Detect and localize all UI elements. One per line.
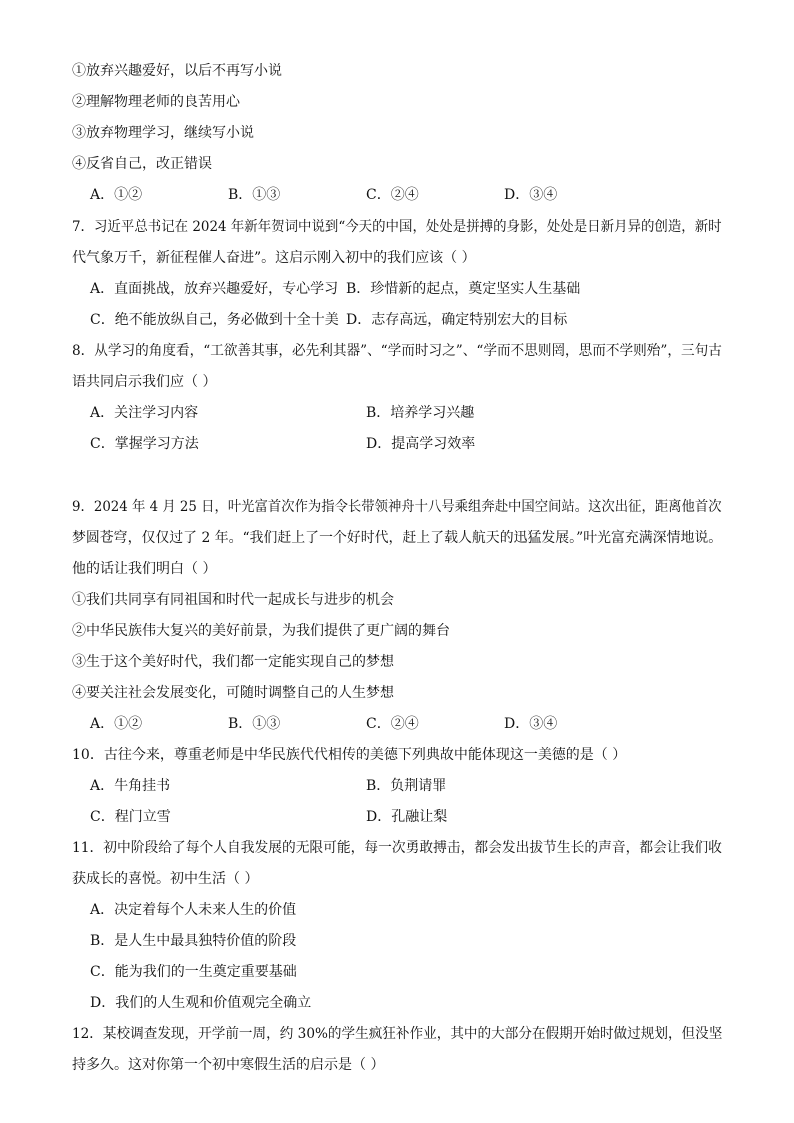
option-c: C．②④	[366, 187, 419, 203]
option-b: B．培养学习兴趣	[366, 405, 475, 421]
option-a: A．①②	[90, 716, 143, 732]
option-c: C．绝不能放纵自己，务必做到十全十美	[90, 312, 339, 328]
option-d: D．③④	[504, 716, 558, 732]
option-d: D．我们的人生观和价值观完全确立	[90, 995, 312, 1011]
option-c: C．能为我们的一生奠定重要基础	[90, 964, 297, 980]
statement-3: ③生于这个美好时代，我们都一定能实现自己的梦想	[72, 654, 394, 670]
option-a: A．决定着每个人未来人生的价值	[90, 902, 297, 918]
question-stem: 9．2024 年 4 月 25 日，叶光富首次作为指令长带领神舟十八号乘组奔赴中国空间站。这次出征，距离他首次	[72, 499, 722, 515]
option-b: B．是人生中最具独特价值的阶段	[90, 933, 297, 949]
question-stem: 8．从学习的角度看，“工欲善其事，必先利其器”、“学而时习之”、“学而不思则罔，思而不学则殆”，三句古	[72, 343, 722, 359]
question-stem-cont: 梦圆苍穹，仅仅过了 2 年。“我们赶上了一个好时代，赶上了载人航天的迅猛发展。”叶光富充满深情地说。	[72, 530, 723, 546]
option-d: D．志存高远，确定特别宏大的目标	[346, 312, 568, 328]
option-a: A．①②	[90, 187, 143, 203]
question-stem: 12．某校调查发现，开学前一周，约 30%的学生疯狂补作业，其中的大部分在假期开始时做过规划，但没坚	[72, 1026, 723, 1042]
question-stem: 11．初中阶段给了每个人自我发展的无限可能，每一次勇敢搏击，都会发出拔节生长的声音，都会让我们收	[72, 840, 722, 856]
statement-1: ①放弃兴趣爱好，以后不再写小说	[72, 63, 282, 79]
option-c: C．②④	[366, 716, 419, 732]
question-stem-cont: 获成长的喜悦。初中生活（ ）	[72, 871, 259, 887]
question-stem-cont: 语共同启示我们应（ ）	[72, 374, 217, 390]
question-stem: 10．古往今来，尊重老师是中华民族代代相传的美德下列典故中能体现这一美德的是（ ）	[72, 747, 627, 763]
statement-1: ①我们共同享有同祖国和时代一起成长与进步的机会	[72, 592, 394, 608]
option-a: A．直面挑战，放弃兴趣爱好，专心学习	[90, 281, 339, 297]
statement-4: ④要关注社会发展变化，可随时调整自己的人生梦想	[72, 685, 394, 701]
option-b: B．负荆请罪	[366, 778, 447, 794]
question-stem-cont: 他的话让我们明白（ ）	[72, 561, 217, 577]
option-d: D．③④	[504, 187, 558, 203]
option-c: C．掌握学习方法	[90, 436, 199, 452]
option-d: D．提高学习效率	[366, 436, 476, 452]
statement-2: ②中华民族伟大复兴的美好前景，为我们提供了更广阔的舞台	[72, 623, 450, 639]
option-d: D．孔融让梨	[366, 809, 448, 825]
statement-2: ②理解物理老师的良苦用心	[72, 94, 240, 110]
question-stem: 7．习近平总书记在 2024 年新年贺词中说到“今天的中国，处处是拼搏的身影，处处是日新月异的创造，新时	[72, 219, 722, 235]
option-a: A．关注学习内容	[90, 405, 199, 421]
option-c: C．程门立雪	[90, 809, 171, 825]
question-stem-cont: 持多久。这对你第一个初中寒假生活的启示是（ ）	[72, 1057, 385, 1073]
option-b: B．①③	[228, 716, 281, 732]
statement-4: ④反省自己，改正错误	[72, 156, 212, 172]
question-stem-cont: 代气象万千，新征程催人奋进”。这启示刚入初中的我们应该（ ）	[72, 250, 476, 266]
option-a: A．牛角挂书	[90, 778, 171, 794]
option-b: B．①③	[228, 187, 281, 203]
statement-3: ③放弃物理学习，继续写小说	[72, 125, 254, 141]
option-b: B．珍惜新的起点，奠定坚实人生基础	[346, 281, 581, 297]
